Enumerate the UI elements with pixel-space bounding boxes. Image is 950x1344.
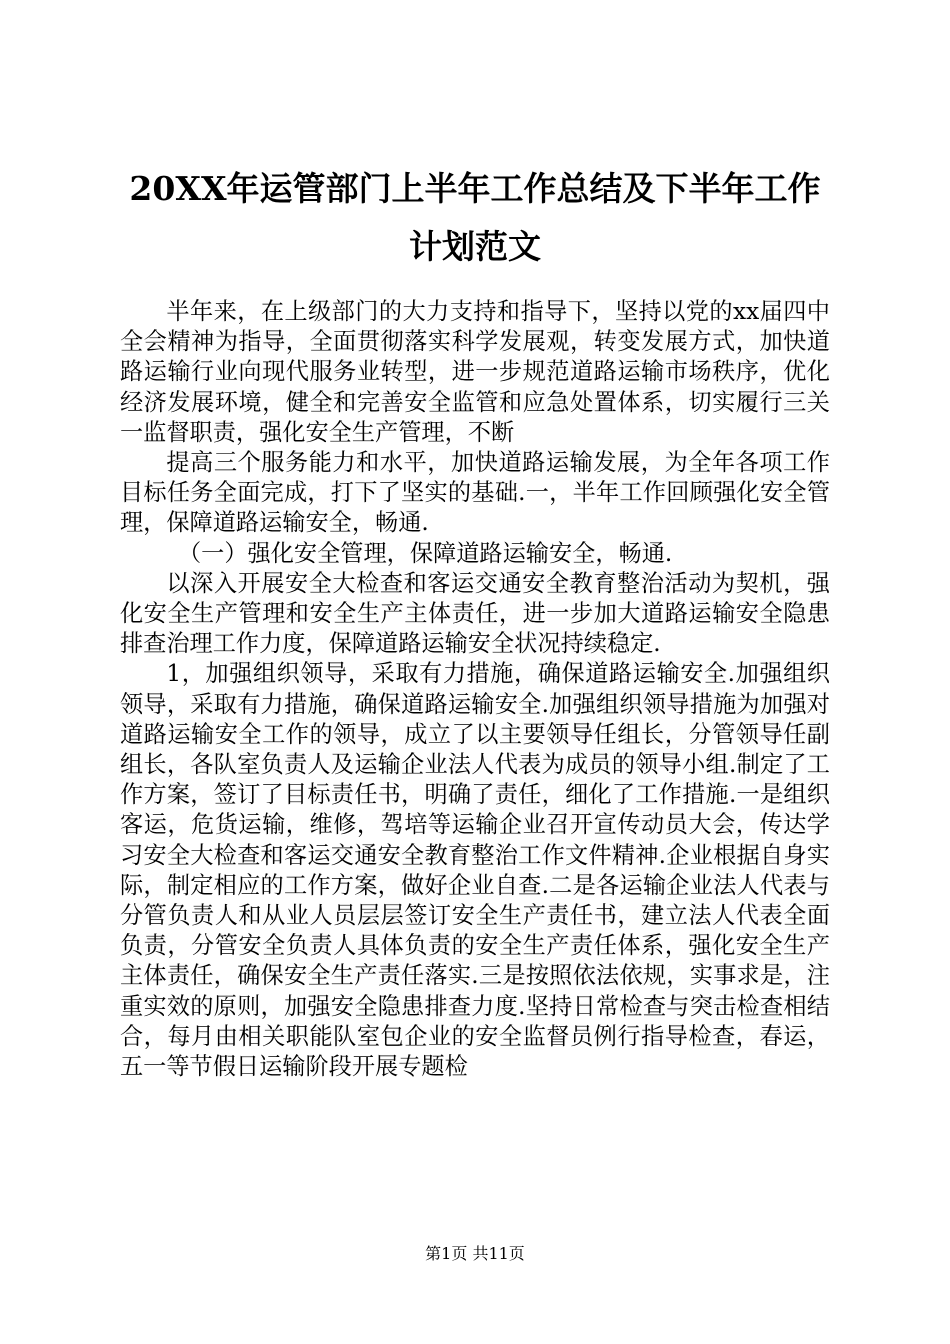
paragraph-safety: 以深入开展安全大检查和客运交通安全教育整治活动为契机，强化安全生产管理和安全生产主体责任，进一步加大道路运输安全隐患排查治理工作力度，保障道路运输安全状况持续稳定. bbox=[120, 569, 830, 658]
paragraph-item-1: 1，加强组织领导，采取有力措施，确保道路运输安全.加强组织领导，采取有力措施，确保道路运输安全.加强组织领导措施为加强对道路运输安全工作的领导，成立了以主要领导任组长，分管领导任副组长，各队室负责人及运输企业法人代表为成员的领导小组.制定了工作方案，签订了目标责任书，明确了责任，细化了工作措施.一是组织客运，危货运输，维修，驾培等运输企业召开宣传动员大会，传达学习安全大检查和客运交通安全教育整治工作文件精神.企业根据自身实际，制定相应的工作方案，做好企业自查.二是各运输企业法人代表与分管负责人和从业人员层层签订安全生产责任书，建立法人代表全面负责，分管安全负责人具体负责的安全生产责任体系，强化安全生产主体责任，确保安全生产责任落实.三是按照依法依规，实事求是，注重实效的原则，加强安全隐患排查力度.坚持日常检查与突击检查相结合，每月由相关职能队室包企业的安全监督员例行指导检查，春运，五一等节假日运输阶段开展专题检 bbox=[120, 660, 830, 1081]
document-title: 20XX年运管部门上半年工作总结及下半年工作计划范文 bbox=[129, 169, 821, 266]
page-number: 第1页 共11页 bbox=[425, 1244, 525, 1263]
paragraph-intro: 半年来，在上级部门的大力支持和指导下，坚持以党的xx届四中全会精神为指导，全面贯彻落实科学发展观，转变发展方式，加快道路运输行业向现代服务业转型，进一步规范道路运输市场秩序，优化经济发展环境，健全和完善安全监管和应急处置体系，切实履行三关一监督职责，强化安全生产管理，不断 bbox=[120, 298, 830, 446]
paragraph-continuation: 提高三个服务能力和水平，加快道路运输发展，为全年各项工作目标任务全面完成，打下了坚实的基础.一，半年工作回顾强化安全管理，保障道路运输安全，畅通. bbox=[120, 449, 830, 537]
document-body bbox=[120, 297, 830, 1082]
section-heading: （一）强化安全管理，保障道路运输安全，畅通. bbox=[178, 539, 673, 567]
page-footer bbox=[0, 1244, 950, 1264]
